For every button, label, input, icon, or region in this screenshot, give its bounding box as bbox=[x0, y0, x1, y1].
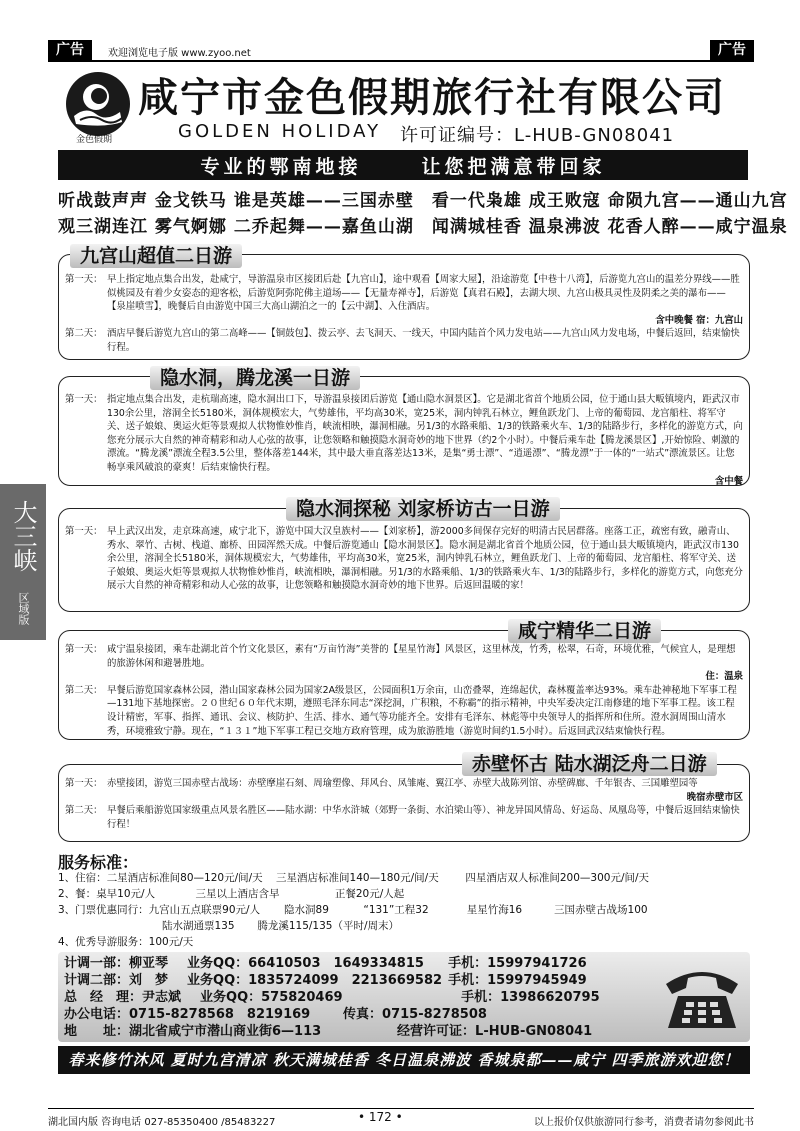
side-tab-big: 大三峡 bbox=[9, 500, 37, 572]
ticket-item: “131”工程32 bbox=[363, 904, 429, 916]
contact-panel bbox=[58, 952, 750, 1042]
dept1-mobile: 15997941726 bbox=[487, 956, 587, 971]
lodging-item: 三星酒店标准间140—180元/间/天 bbox=[276, 872, 439, 884]
dept2-mobile: 15997945949 bbox=[487, 973, 587, 988]
day-note: 含中晚餐 宿：九宫山 bbox=[655, 314, 743, 326]
dept2-label: 计调二部： bbox=[64, 973, 130, 988]
service-lodging bbox=[58, 870, 758, 886]
dept1-label: 计调一部： bbox=[64, 956, 130, 971]
qq-label: 业务QQ： bbox=[187, 956, 249, 971]
dept1-name: 柳亚琴 bbox=[129, 956, 169, 971]
day-text bbox=[107, 643, 743, 684]
side-tab-small: 区域版 bbox=[17, 591, 30, 625]
ticket-item: 九宫山五点联票90元/人 bbox=[148, 904, 261, 916]
ticket-item: 三国赤壁古战场100 bbox=[554, 904, 648, 916]
tour-day bbox=[65, 684, 743, 738]
poem-line-1: 听战鼓声声 金戈铁马 谁是英雄——三国赤壁 看一代枭雄 成王败寇 命陨九宫——通山九宫 bbox=[58, 191, 788, 211]
day-label: 第一天： bbox=[65, 778, 103, 789]
day-desc: 咸宁温泉接团，乘车赴湖北首个竹文化景区，素有“万亩竹海”美誉的【星星竹海】风景区，这里林茂，竹秀，松翠，石奇，环境优雅，气候宜人，是理想的旅游休闲和避暑胜地。 bbox=[107, 644, 736, 669]
tour-day bbox=[65, 804, 743, 831]
day-label: 第二天： bbox=[65, 805, 103, 817]
day-desc: 赤壁接团，游览三国赤壁古战场：赤壁摩崖石刻、周瑜塑像、拜风台、凤雏庵、翼江亭、赤壁大战陈列馆、赤壁碑廊、千年银杏、三国雕塑园等 bbox=[107, 778, 698, 789]
tour-day bbox=[65, 327, 743, 354]
day-label: 第一天： bbox=[65, 394, 103, 405]
day-label: 第一天： bbox=[65, 644, 103, 655]
office-tel: 0715-8278568 8219169 bbox=[129, 1007, 311, 1022]
ticket-item: 腾龙溪115/135（平时/周末） bbox=[257, 920, 400, 932]
company-logo-icon bbox=[66, 72, 130, 136]
service-title: 服务标准： bbox=[58, 853, 139, 872]
qq-label: 业务QQ： bbox=[200, 990, 262, 1005]
tour-title-chibi: 赤壁怀古 陆水湖泛舟二日游 bbox=[462, 752, 717, 776]
license-value: L-HUB-GN08041 bbox=[475, 1024, 593, 1039]
day-desc: 酒店早餐后游览九宫山的第二高峰——【铜鼓包】、拨云亭、去飞洞天、一线天，中国内陆首个风力发电站——九宫山风力发电场，中餐后返回，结束愉快行程。 bbox=[107, 328, 740, 353]
slogan-bar bbox=[58, 150, 748, 180]
mobile-label: 手机： bbox=[461, 990, 501, 1005]
gm-label: 总 经 理： bbox=[64, 990, 143, 1005]
address-label: 地 址： bbox=[64, 1024, 130, 1039]
day-note: 晚宿赤壁市区 bbox=[686, 791, 743, 803]
contact-row-gm bbox=[64, 990, 600, 1005]
day-desc: 早上指定地点集合出发，赴咸宁，导游温泉市区接团后赴【九宫山】，途中观看【周家大屋】，沿途游览【中巷十八湾】，后游览九宫山的温差分界线——胜似桃园及有着少女姿态的迎客松，后游览阿弥陀佛主道场——【无量寿禅寺】，后游览【真君石殿】，去湖大坝、九宫山极具灵性及阴柔之美的瀑布——【泉崖喷雪】，晚餐后自由游览中国三大高山湖泊之一的【云中湖】、入住酒店。 bbox=[107, 274, 740, 313]
gm-name: 尹志斌 bbox=[142, 990, 182, 1005]
lodging-item: 四星酒店双人标准间200—300元/间/天 bbox=[465, 872, 650, 884]
tour-day bbox=[65, 643, 743, 684]
meal-item: 桌早10元/人 bbox=[96, 888, 156, 900]
lodging-label: 1、住宿： bbox=[58, 872, 107, 884]
day-label: 第一天： bbox=[65, 526, 103, 537]
tour-day bbox=[65, 777, 743, 804]
tour-day bbox=[65, 393, 743, 488]
ticket-label: 3、门票优惠同行： bbox=[58, 904, 149, 916]
day-desc: 早上武汉出发，走京珠高速，咸宁北下，游览中国大汉皇族村——【刘家桥】，游2000多间保存完好的明清古民居群落。座落工正，疏密有致，融青山、秀水、翠竹、古树、栈道、廊桥、田园浑然天成。中餐后游览通山【隐水洞景区】。隐水洞是湖北省首个地质公园，位于通山县大畈镇境内，距武汉市130余公里，溶洞全长5180米，洞体规模宏大，气势雄伟，平均高30米，宽25米，洞内钟乳石林立，鲤鱼跃龙门、上帝的葡萄园、龙宫船柱、将军守关、送子娘娘、奥运火炬等景观拟人状物惟妙惟肖，峡流相映，瀑洞相融。另1/3的水路乘船、1/3的铁路乘火车、1/3的陆路步行，多样化的游览方式，向您充分展示大自然的神奇精彩和动人心弦的故事，让您领略和触摸隐水洞奇妙的地下世界。后返回温暖的家！ bbox=[107, 526, 743, 592]
tour-title-yinshuidong: 隐水洞，腾龙溪一日游 bbox=[150, 366, 360, 390]
dept2-qq: 1835724099 2213669582 bbox=[248, 973, 443, 988]
address-text: 湖北省咸宁市潜山商业街6—113 bbox=[129, 1024, 322, 1039]
slogan-left: 专业的鄂南地接 bbox=[200, 155, 362, 178]
day-label: 第二天： bbox=[65, 328, 103, 340]
meal-item: 三星以上酒店含早 bbox=[195, 888, 280, 900]
ad-label-right: 广告 bbox=[710, 40, 754, 60]
meal-label: 2、餐： bbox=[58, 888, 97, 900]
dept1-qq: 66410503 1649334815 bbox=[248, 956, 424, 971]
welcome-text: 欢迎浏览电子版 www.zyoo.net bbox=[108, 48, 251, 59]
telephone-icon bbox=[660, 962, 744, 1034]
footer-left: 湖北国内版 咨询电话 027-85350400 /85483227 bbox=[48, 1117, 276, 1128]
gm-mobile: 13986620795 bbox=[500, 990, 600, 1005]
license-label: 经营许可证： bbox=[397, 1024, 476, 1039]
tour-title-jiugongshan: 九宫山超值二日游 bbox=[70, 244, 242, 268]
license-number: 许可证编号：L-HUB-GN08041 bbox=[400, 125, 675, 146]
service-standards bbox=[58, 870, 758, 950]
fax-number: 0715-8278508 bbox=[382, 1007, 487, 1022]
wave-logo-icon bbox=[66, 72, 130, 136]
fax-label: 传真： bbox=[343, 1007, 383, 1022]
day-text bbox=[107, 777, 743, 804]
tour-day bbox=[65, 525, 743, 593]
dept2-name: 刘 梦 bbox=[129, 973, 169, 988]
day-desc: 早餐后乘船游览国家级重点风景名胜区——陆水湖：中华水浒城（郊野一条街、水泊梁山等）、神龙异国风情岛、好运岛、凤凰岛等，中餐后返回结束愉快行程！ bbox=[107, 805, 740, 830]
tour-box-jiugongshan bbox=[58, 254, 750, 360]
contact-row-dept2 bbox=[64, 973, 587, 988]
service-tickets-2 bbox=[58, 918, 758, 934]
company-name: 咸宁市金色假期旅行社有限公司 bbox=[138, 74, 726, 121]
tour-day bbox=[65, 273, 743, 327]
day-text bbox=[107, 393, 743, 488]
ad-label-left: 广告 bbox=[48, 40, 92, 60]
service-guide: 4、优秀导游服务：100元/天 bbox=[58, 936, 194, 948]
service-meal bbox=[58, 886, 758, 902]
tour-box-yinshuidong bbox=[58, 376, 750, 486]
contact-row-address bbox=[64, 1024, 592, 1039]
ticket-item: 星星竹海16 bbox=[466, 904, 523, 916]
page-number: • 172 • bbox=[358, 1110, 403, 1124]
contact-row-dept1 bbox=[64, 956, 587, 971]
logo-text: 金色假期 bbox=[76, 135, 113, 145]
ticket-item: 陆水湖通票135 bbox=[162, 920, 235, 932]
contact-row-tel bbox=[64, 1007, 487, 1022]
tour-title-xianning: 咸宁精华二日游 bbox=[508, 619, 661, 643]
qq-label: 业务QQ： bbox=[187, 973, 249, 988]
bottom-slogan: 春来修竹沐风 夏时九宫清凉 秋天满城桂香 冬日温泉沸波 香城泉都——咸宁 四季旅游欢迎您！ bbox=[58, 1046, 750, 1074]
poem-line-2: 观三湖连江 雾气婀娜 二乔起舞——嘉鱼山湖 闻满城桂香 温泉沸波 花香人醉——咸宁温泉 bbox=[58, 217, 788, 237]
day-note: 含中餐 bbox=[714, 475, 743, 487]
company-en-name: GOLDEN HOLIDAY bbox=[178, 121, 382, 142]
ticket-item: 隐水洞89 bbox=[284, 904, 329, 916]
tel-label: 办公电话： bbox=[64, 1007, 130, 1022]
day-label: 第一天： bbox=[65, 274, 103, 285]
day-label: 第二天： bbox=[65, 684, 103, 696]
footer-right: 以上报价仅供旅游同行参考，消费者请勿参阅此书 bbox=[534, 1117, 754, 1128]
slogan-right: 让您把满意带回家 bbox=[421, 155, 606, 178]
gm-qq: 575820469 bbox=[261, 990, 343, 1005]
day-note: 住：温泉 bbox=[705, 671, 743, 683]
lodging-item: 二星酒店标准间80—120元/间/天 bbox=[106, 872, 263, 884]
service-tickets bbox=[58, 902, 758, 918]
meal-item: 正餐20元/人起 bbox=[334, 888, 405, 900]
top-strip bbox=[48, 40, 754, 62]
tour-title-liujiaqiao: 隐水洞探秘 刘家桥访古一日游 bbox=[286, 497, 560, 521]
tour-box-xianning bbox=[58, 630, 750, 740]
side-tab bbox=[0, 484, 46, 640]
day-text bbox=[107, 273, 743, 327]
day-desc: 指定地点集合出发，走杭瑞高速，隐水洞出口下，导游温泉接团后游览【通山隐水洞景区】。它是湖北省首个地质公园，位于通山县大畈镇境内，距武汉市130余公里，溶洞全长5180米，洞体规模宏大，气势雄伟，平均高30米，宽25米，洞内钟乳石林立，鲤鱼跃龙门、上帝的葡萄园、龙宫船柱、将军守关、送子娘娘、奥运火炬等景观拟人状物惟妙惟肖，峡流相映，瀑洞相融。另1/3的水路乘船、1/3的铁路乘火车、1/3的陆路步行，多样化的游览方式，向您充分展示大自然的神奇精彩和动人心弦的故事，让您领略和触摸隐水洞奇妙的地下世界（约2个小时）。中餐后乘车赴【腾龙溪景区】,开始惊险、刺激的漂流。“腾龙溪”漂流全程3.5公里，整体落差144米，其中最大垂直落差达13米，是集“勇士漂”、“逍遥漂”、“腾龙漂”于一体的“一站式”漂流景区。让您畅享乘风破浪的豪爽！后结束愉快行程。 bbox=[107, 394, 743, 473]
day-desc: 早餐后游览国家森林公园，潜山国家森林公园为国家2A级景区，公园面积1万余亩，山峦叠翠，连绵起伏，森林覆盖率达93%。乘车赴神秘地下军事工程—131地下基地探密。２０世纪６０年代末期，遵照毛泽东同志“深挖洞，广积粮，不称霸”的指示精神，中央军委决定江南修建的地下军事工程。该工程设计精密，军事、指挥、通讯、会议、核防护、生活、排水、通气等功能齐全。安排有毛泽东、林彪等中央领导人的指挥所和住所。澄水洞周围山清水秀，环境雅致宁静。现在，“１３１”地下军事工程已交地方政府管理，成为旅游胜地（游览时间约1.5小时）。后返回武汉结束愉快行程。 bbox=[107, 684, 737, 737]
mobile-label: 手机： bbox=[448, 956, 488, 971]
mobile-label: 手机： bbox=[448, 973, 488, 988]
tour-box-liujiaqiao bbox=[58, 508, 750, 612]
page-footer bbox=[48, 1108, 754, 1126]
